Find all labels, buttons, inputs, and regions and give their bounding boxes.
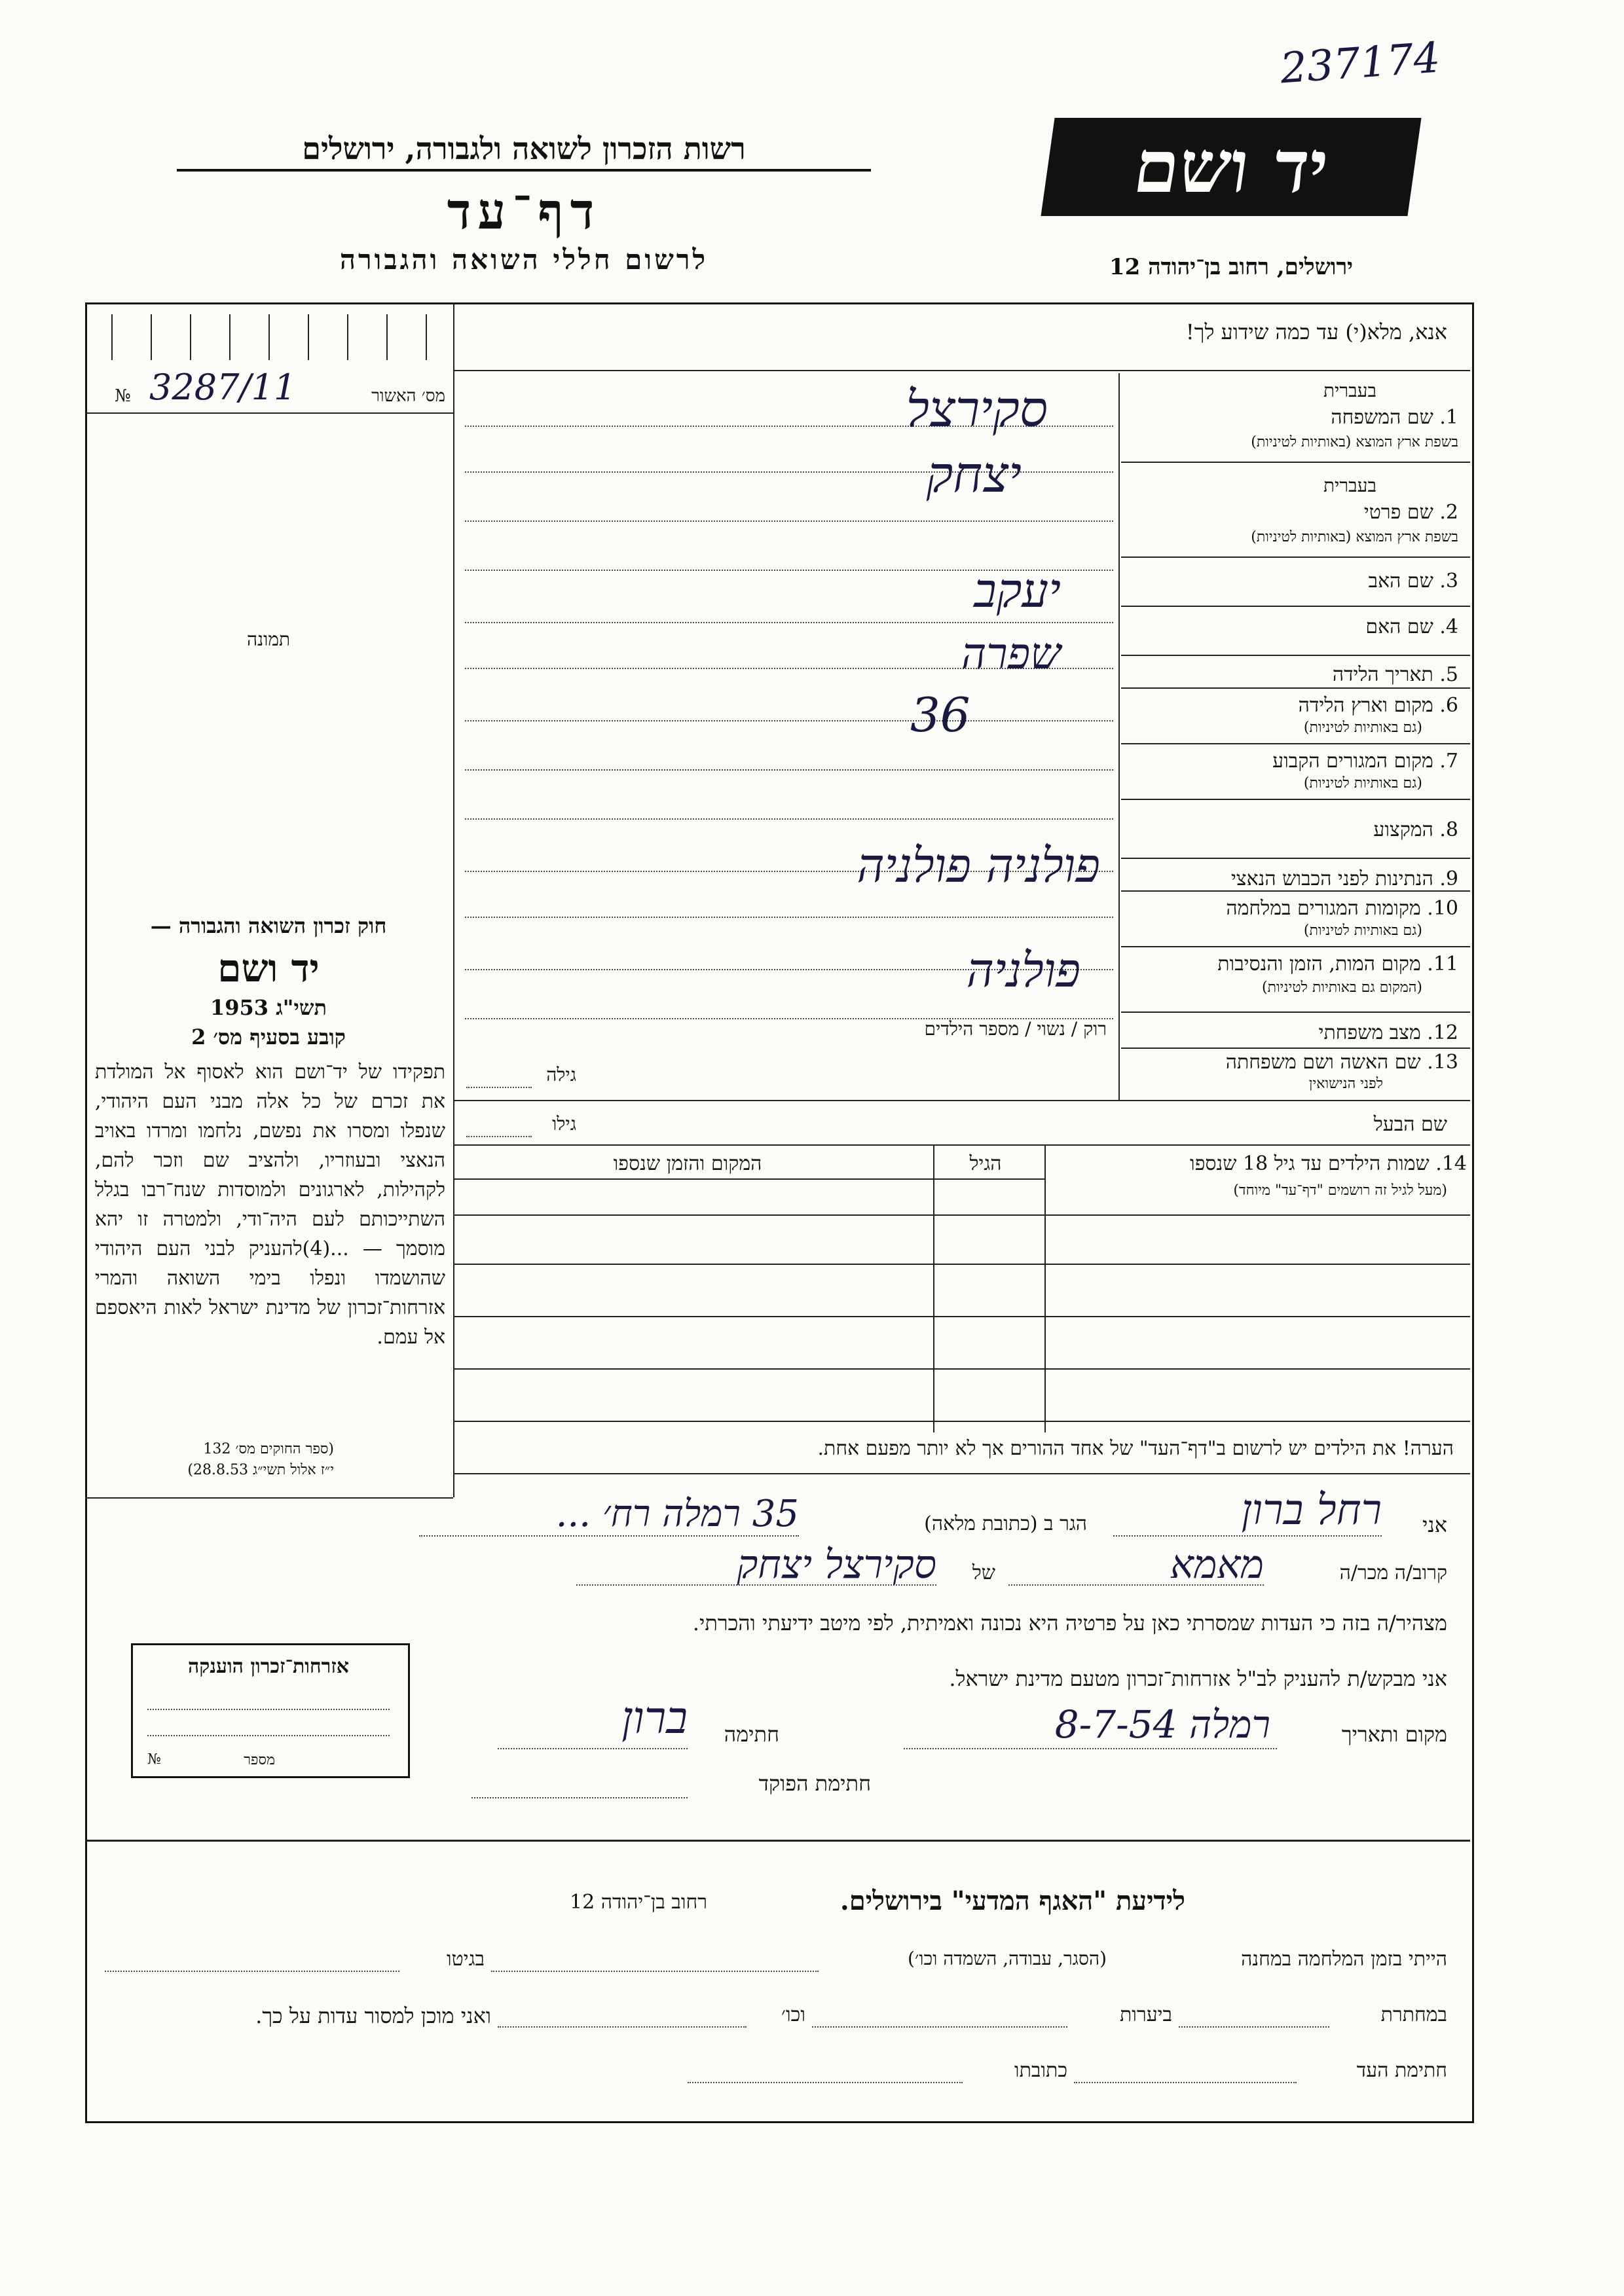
field3-label: 3. שם האב xyxy=(1368,570,1458,592)
decl-address-label: הגר ב (כתובת מלאה) xyxy=(924,1512,1087,1535)
field12-label: 12. מצב משפחתי xyxy=(1318,1021,1458,1044)
decl-i: אני xyxy=(1422,1512,1447,1537)
approval-label: מס׳ האשור xyxy=(371,386,445,406)
field4-label: 4. שם האם xyxy=(1365,615,1458,638)
field7-sub: (גם באותיות לטיניות) xyxy=(1303,775,1422,792)
decl-relative: קרוב/ה מכר/ה xyxy=(1339,1561,1447,1584)
mother-value: שפרה xyxy=(961,629,1061,679)
field9-label: 9. הנתינות לפני הכבוש הנאצי xyxy=(1231,867,1458,890)
first-name-value: יצחק xyxy=(926,445,1022,503)
footer-line2b: ביערות xyxy=(1119,2003,1172,2026)
please-fill: אנא, מלא(י) עד כמה שידוע לך! xyxy=(1185,319,1447,344)
decl-place-date-hw: רמלה 8-7-54 xyxy=(1054,1702,1270,1747)
footer-line1a: הייתי בזמן המלחמה במחנה xyxy=(1241,1948,1447,1971)
decl-relation-hw: מאמא xyxy=(1170,1542,1264,1588)
footer-line1b: (הסגר, עבודה, השמדה וכו׳) xyxy=(907,1948,1107,1969)
officer-signature: חתימת הפוקד xyxy=(758,1771,871,1796)
form-title: דף־עד xyxy=(447,182,601,240)
approval-number-sign: № xyxy=(115,386,131,406)
law-body: תפקידו של יד־ושם הוא לאסוף אל המולדת את זכרם של כל אלה מבני העם היהודי, שנפלו ומסרו את נפשם, נלחמו ומרדו באויב הנאצי ובעוזריו, ולהציב שם וזכר להם, לקהילות, לארגונים ולמוסדות שנח־רבו בגלל השתייכותם לעם היה־ודי, ולמטרה זו יהא מוסמך — ...(4)להעניק לבני העם היהודי שהושמדו ונפלו בימי השואה והמרי אזרחות־זכרון של מדינת ישראל לאות היאספם אל עמם. xyxy=(95,1061,446,1349)
law-ref2: י״ז אלול תשי״ג 28.8.53) xyxy=(187,1462,334,1478)
field11-label: 11. מקום המות, הזמן והנסיבות xyxy=(1217,953,1458,975)
footer-line2c: וכו׳ xyxy=(781,2003,805,2026)
footer-line1c: בגיטו xyxy=(446,1948,485,1971)
col-age: הגיל xyxy=(969,1152,1002,1175)
decl-signature-hw: ברון xyxy=(621,1692,688,1744)
footer-address: רחוב בן־יהודה 12 xyxy=(570,1891,707,1914)
field1-sub: בשפת ארץ המוצא (באותיות לטיניות) xyxy=(1251,434,1458,450)
law-ref1: (ספר החוקים מס׳ 132 xyxy=(203,1441,334,1457)
law-year: תשי"ג 1953 xyxy=(210,995,327,1020)
field6-sub: (גם באותיות לטיניות) xyxy=(1303,720,1422,736)
surname-value: סקירצל xyxy=(906,380,1048,438)
law-title: חוק זכרון השואה והגבורה — xyxy=(150,913,387,938)
decl-request: אני מבקש/ת להעניק לב"ל אזרחות־זכרון מטעם מדינת ישראל. xyxy=(949,1666,1447,1691)
decl-signature: חתימה xyxy=(724,1722,779,1747)
law-name: יד ושם xyxy=(217,946,320,991)
form-subtitle: לרשום חללי השואה והגבורה xyxy=(339,244,709,276)
field13-sub: לפני הנישואין xyxy=(1308,1076,1383,1092)
decl-of-hw: סקירצל יצחק xyxy=(737,1542,936,1588)
decl-place-date: מקום ותאריך xyxy=(1341,1722,1447,1747)
approval-ticks xyxy=(105,308,432,367)
field2-sub: בשפת ארץ המוצא (באותיות לטיניות) xyxy=(1251,529,1458,545)
yad-vashem-logo: יד ושם xyxy=(1041,118,1421,216)
note-line: הערה! את הילדים יש לרשום ב"דף־העד" של אחד ההורים אך לא יותר מפעם אחת. xyxy=(817,1437,1454,1460)
field10-sub: (גם באותיות לטיניות) xyxy=(1303,922,1422,939)
address: ירושלים, רחוב בן־יהודה 12 xyxy=(1109,254,1354,280)
approval-number: 3287/11 xyxy=(149,367,297,408)
death-place-value: פולניה xyxy=(966,943,1080,998)
husband-age-label: גילו xyxy=(552,1113,576,1135)
field7-label: 7. מקום המגורים הקבוע xyxy=(1272,750,1458,773)
citizenship-number-sign: № xyxy=(147,1751,161,1768)
decl-name-hw: רחל ברון xyxy=(1241,1486,1382,1535)
nationality-value: פולניה פולניה xyxy=(857,838,1100,893)
field8-label: 8. המקצוע xyxy=(1373,818,1458,841)
wife-age-label: גילה xyxy=(546,1064,576,1085)
footer-line2d: ואני מוכן למסור עדות על כך. xyxy=(255,2003,491,2028)
field2-label: 2. שם פרטי xyxy=(1363,501,1458,524)
field13-label: 13. שם האשה ושם משפחתה xyxy=(1225,1051,1458,1074)
footer-line3a: חתימת העד xyxy=(1356,2059,1447,2082)
decl-declare: מצהיר/ה בזה כי העדות שמסרתי כאן על פרטיה היא נכונה ואמיתית, לפי מיטב ידיעתי והכרתי. xyxy=(692,1611,1447,1635)
father-value: יעקב xyxy=(974,563,1061,618)
citizenship-title: אזרחות־זכרון הוענקה xyxy=(187,1655,350,1678)
field6-label: 6. מקום וארץ הלידה xyxy=(1298,694,1458,717)
field10-label: 10. מקומות המגורים במלחמה xyxy=(1226,897,1458,920)
label-separators xyxy=(1121,373,1470,1100)
photo-label: תמונה xyxy=(246,629,291,650)
col-place: המקום והזמן שנספו xyxy=(613,1152,762,1175)
footer-line2a: במחתרת xyxy=(1380,2003,1447,2026)
citizenship-number-label: מספר xyxy=(244,1752,275,1768)
footer-line3b: כתובתו xyxy=(1014,2059,1067,2082)
husband-label: שם הבעל xyxy=(1373,1113,1447,1136)
in-hebrew-2: בעברית xyxy=(1323,475,1376,496)
decl-of: של xyxy=(972,1561,995,1584)
authority-line: רשות הזכרון לשואה ולגבורה, ירושלים xyxy=(177,131,871,172)
decl-address-hw: 35 רמלה רח׳ ... xyxy=(555,1493,799,1535)
footer-title: לידיעת "האגף המדעי" בירושלים. xyxy=(840,1886,1185,1916)
field14-sub: (מעל לגיל זה רושמים "דף־עד" מיוחד) xyxy=(1233,1182,1447,1199)
field14-label: 14. שמות הילדים עד גיל 18 שנספו xyxy=(1190,1152,1467,1175)
marital-options: רוק / נשוי / מספר הילדים xyxy=(924,1018,1107,1040)
archive-number: 237174 xyxy=(1278,33,1442,94)
in-hebrew-1: בעברית xyxy=(1323,380,1376,401)
field1-label: 1. שם המשפחה xyxy=(1331,406,1458,429)
birth-value: 36 xyxy=(910,687,970,742)
field11-sub: (המקום גם באותיות לטיניות) xyxy=(1262,979,1422,996)
field5-label: 5. תאריך הלידה xyxy=(1332,663,1458,686)
law-section: קובע בסעיף מס׳ 2 xyxy=(191,1025,346,1049)
